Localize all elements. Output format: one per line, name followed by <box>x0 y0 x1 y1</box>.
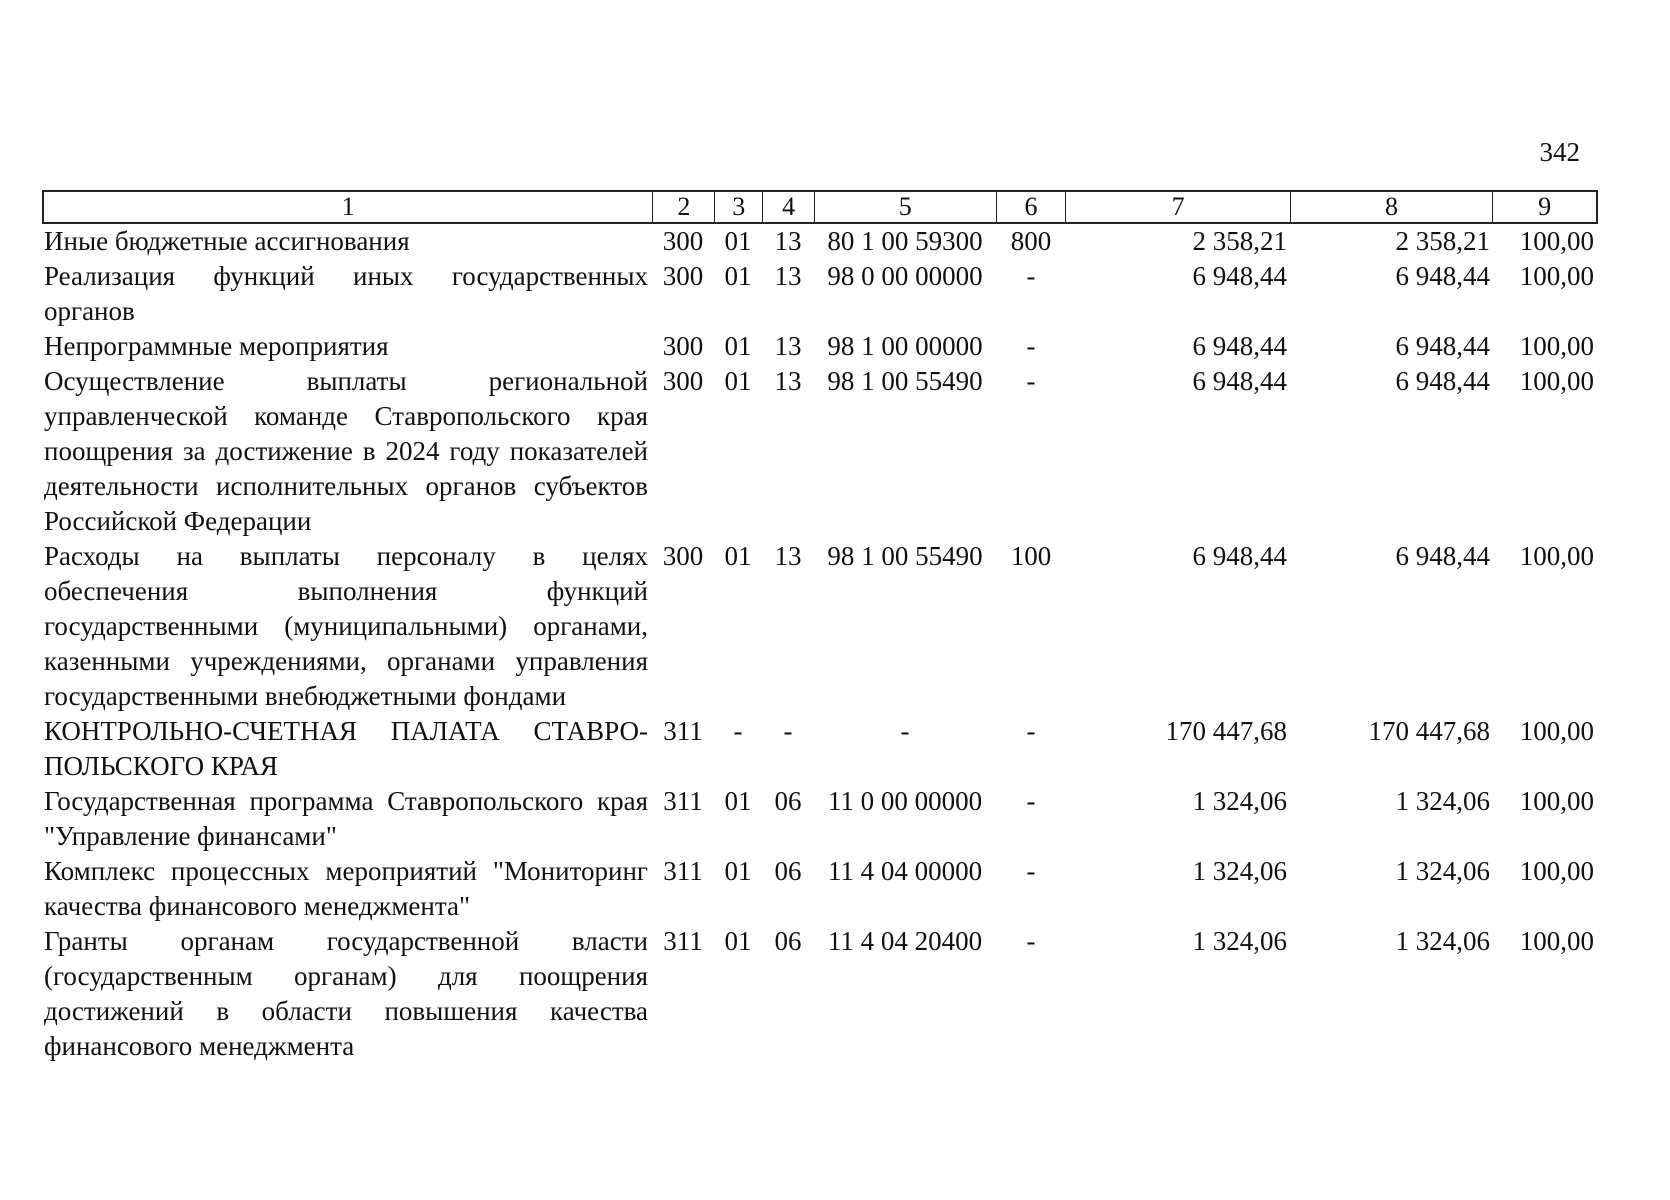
code-subsection: 13 <box>774 541 802 571</box>
code-target-article: 80 1 00 59300 <box>827 226 983 256</box>
amount-planned: 1 324,06 <box>1192 856 1287 886</box>
amount-executed: 2 358,21 <box>1395 226 1490 256</box>
percent-executed: 100,00 <box>1519 716 1594 746</box>
code-subsection: 13 <box>774 366 802 396</box>
code-section: 01 <box>724 331 752 361</box>
code-administrator: 300 <box>662 331 704 361</box>
column-header: 3 <box>714 192 762 222</box>
table-row <box>42 924 1598 1064</box>
code-expense-type: - <box>1026 716 1036 746</box>
table-row <box>42 224 1598 259</box>
table-row <box>42 539 1598 714</box>
percent-executed: 100,00 <box>1519 366 1594 396</box>
row-description: Осуществление выплаты региональной управленческой команде Ставропольского края поощрения за достижение в 2024 году показателей деятельности исполнительных органов субъектов Российской Федерации <box>44 366 648 536</box>
code-section: 01 <box>724 856 752 886</box>
code-administrator: 300 <box>662 366 704 396</box>
code-target-article: 98 1 00 00000 <box>827 331 983 361</box>
code-target-article: 98 0 00 00000 <box>827 261 983 291</box>
code-target-article: 11 4 04 00000 <box>827 856 983 886</box>
amount-planned: 1 324,06 <box>1192 786 1287 816</box>
column-header: 8 <box>1290 192 1492 222</box>
amount-executed: 1 324,06 <box>1395 786 1490 816</box>
code-administrator: 311 <box>663 716 703 746</box>
code-subsection: 06 <box>774 926 802 956</box>
amount-planned: 6 948,44 <box>1192 331 1287 361</box>
row-description: Непрограммные мероприятия <box>44 331 389 361</box>
code-expense-type: - <box>1026 366 1036 396</box>
amount-planned: 1 324,06 <box>1192 926 1287 956</box>
row-description: Расходы на выплаты персоналу в целях обеспечения выполнения функций государственными (муниципальными) органами, казенными учреждениями, органами управления государственными внебюджетными фондами <box>44 541 648 711</box>
percent-executed: 100,00 <box>1519 786 1594 816</box>
code-target-article: 11 4 04 20400 <box>827 926 983 956</box>
code-section: 01 <box>724 226 752 256</box>
code-section: 01 <box>724 786 752 816</box>
code-section: 01 <box>724 926 752 956</box>
code-section: 01 <box>724 541 752 571</box>
percent-executed: 100,00 <box>1519 226 1594 256</box>
column-header: 4 <box>762 192 814 222</box>
amount-executed: 1 324,06 <box>1395 856 1490 886</box>
amount-executed: 1 324,06 <box>1395 926 1490 956</box>
amount-planned: 170 447,68 <box>1165 716 1287 746</box>
column-header: 1 <box>341 192 355 221</box>
percent-executed: 100,00 <box>1519 331 1594 361</box>
amount-executed: 6 948,44 <box>1395 541 1490 571</box>
amount-planned: 6 948,44 <box>1192 541 1287 571</box>
row-description: Иные бюджетные ассигнования <box>44 226 410 256</box>
code-expense-type: - <box>1026 331 1036 361</box>
code-expense-type: - <box>1026 261 1036 291</box>
code-expense-type: 100 <box>1010 541 1052 571</box>
row-description: Комплекс процессных мероприятий "Мониторинг качества финансового менеджмента" <box>44 856 648 921</box>
column-header: 9 <box>1492 192 1596 222</box>
table-row <box>42 329 1598 364</box>
percent-executed: 100,00 <box>1519 541 1594 571</box>
code-administrator: 300 <box>662 261 704 291</box>
page-number: 342 <box>1539 137 1580 167</box>
code-subsection: 06 <box>774 856 802 886</box>
code-subsection: 13 <box>774 226 802 256</box>
code-target-article: 11 0 00 00000 <box>827 786 983 816</box>
code-expense-type: - <box>1026 786 1036 816</box>
table-row <box>42 714 1598 784</box>
code-subsection: 13 <box>774 331 802 361</box>
code-administrator: 300 <box>662 226 704 256</box>
code-subsection: 06 <box>774 786 802 816</box>
code-subsection: - <box>783 716 793 746</box>
code-administrator: 300 <box>662 541 704 571</box>
code-expense-type: - <box>1026 926 1036 956</box>
table-row <box>42 854 1598 924</box>
code-expense-type: - <box>1026 856 1036 886</box>
amount-planned: 2 358,21 <box>1192 226 1287 256</box>
row-description: Реализация функций иных государственных органов <box>44 261 648 326</box>
table-row <box>42 259 1598 329</box>
code-subsection: 13 <box>774 261 802 291</box>
percent-executed: 100,00 <box>1519 261 1594 291</box>
row-description: КОНТРОЛЬНО-СЧЕТНАЯ ПАЛАТА СТАВРО-ПОЛЬСКОГО КРАЯ <box>44 716 648 781</box>
row-description: Гранты органам государственной власти (государственным органам) для поощрения достижений в области повышения качества финансового менеджмента <box>44 926 648 1061</box>
code-administrator: 311 <box>663 786 703 816</box>
amount-planned: 6 948,44 <box>1192 261 1287 291</box>
amount-executed: 6 948,44 <box>1395 261 1490 291</box>
code-target-article: 98 1 00 55490 <box>827 366 983 396</box>
code-target-article: - <box>900 716 910 746</box>
code-expense-type: 800 <box>1010 226 1052 256</box>
amount-executed: 6 948,44 <box>1395 331 1490 361</box>
column-header: 2 <box>652 192 714 222</box>
amount-planned: 6 948,44 <box>1192 366 1287 396</box>
percent-executed: 100,00 <box>1519 926 1594 956</box>
budget-table <box>42 190 1598 1064</box>
code-administrator: 311 <box>663 856 703 886</box>
column-header: 6 <box>996 192 1066 222</box>
code-section: 01 <box>724 366 752 396</box>
table-row <box>42 784 1598 854</box>
table-body <box>42 224 1598 1064</box>
column-header: 5 <box>814 192 996 222</box>
amount-executed: 6 948,44 <box>1395 366 1490 396</box>
code-section: - <box>733 716 743 746</box>
code-section: 01 <box>724 261 752 291</box>
code-administrator: 311 <box>663 926 703 956</box>
percent-executed: 100,00 <box>1519 856 1594 886</box>
table-row <box>42 364 1598 539</box>
table-header <box>42 190 1598 224</box>
code-target-article: 98 1 00 55490 <box>827 541 983 571</box>
row-description: Государственная программа Ставропольского края "Управление финансами" <box>44 786 648 851</box>
column-header: 7 <box>1065 192 1289 222</box>
amount-executed: 170 447,68 <box>1368 716 1490 746</box>
